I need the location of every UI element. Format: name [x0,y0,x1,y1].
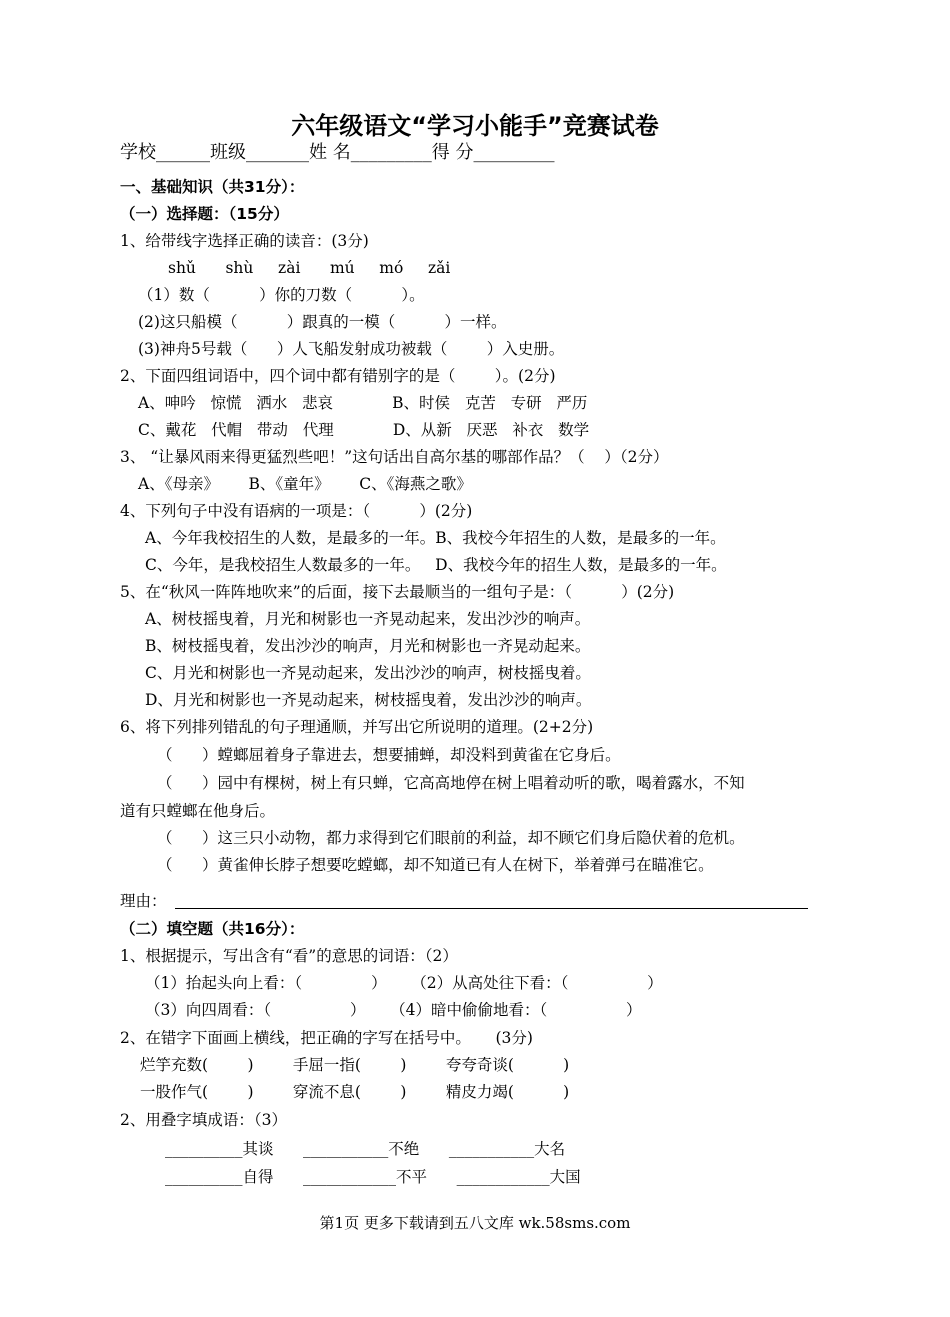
fill-row: 烂竽充数( ) 手屈一指( ) 夸夸奇谈( ) [140,1056,570,1074]
question-stem: 4、下列句子中没有语病的一项是：（ ）(2分) [120,502,473,520]
page-title: 六年级语文“学习小能手”竞赛试卷 [291,112,659,140]
fill-row: （3）向四周看：（ ） （4）暗中偷偷地看：（ ） [145,1001,642,1019]
option-row: C、戴花 代帽 带动 代理 D、从新 厌恶 补衣 数学 [138,421,590,439]
sentence-line: 道有只螳螂在他身后。 [120,802,276,820]
subsection-heading: （一）选择题：（15分） [120,205,289,223]
question-line: (3)神舟5号载（ ）人飞船发射成功被载（ ）入史册。 [138,340,565,358]
fill-row: （1）抬起头向上看：（ ） （2）从高处往下看：（ ） [145,974,663,992]
section-heading: 一、基础知识（共31分）： [120,178,305,196]
option-row: C、月光和树影也一齐晃动起来，发出沙沙的响声，树枝摇曳着。 [145,664,591,682]
question-stem: 2、下面四组词语中，四个词中都有错别字的是（ ）。(2分) [120,367,556,385]
option-row: A、《母亲》 B、《童年》 C、《海燕之歌》 [138,475,472,493]
sentence-line: （ ）螳螂屈着身子靠进去，想要捕蝉，却没料到黄雀在它身后。 [157,746,621,764]
option-row: B、树枝摇曳着，发出沙沙的响声，月光和树影也一齐晃动起来。 [145,637,591,655]
option-row: A、今年我校招生的人数，是最多的一年。B、我校今年招生的人数，是最多的一年。 [145,529,726,547]
question-stem: 1、根据提示，写出含有“看”的意思的词语：（2） [120,947,458,965]
page-footer: 第1页 更多下载请到五八文库 wk.58sms.com [319,1214,631,1232]
question-stem: 2、在错字下面画上横线，把正确的字写在括号中。 (3分) [120,1029,533,1047]
answer-rule [175,908,808,909]
reason-label: 理由： [120,892,167,910]
option-row: C、今年，是我校招生人数最多的一年。 D、我校今年的招生人数，是最多的一年。 [145,556,727,574]
sentence-line: （ ）这三只小动物，都力求得到它们眼前的利益，却不顾它们身后隐伏着的危机。 [157,829,745,847]
question-line: （1）数（ ）你的刀数（ ）。 [138,286,425,304]
option-row: D、月光和树影也一齐晃动起来，树枝摇曳着，发出沙沙的响声。 [145,691,592,709]
option-row: A、树枝摇曳着，月光和树影也一齐晃动起来，发出沙沙的响声。 [145,610,591,628]
student-info-line: 学校______班级_______姓 名_________得 分_________ [120,142,555,163]
pinyin-row: shǔ shù zài mú mó zǎi [168,259,451,277]
question-stem: 2、用叠字填成语：（3） [120,1111,287,1129]
fill-row: 一股作气( ) 穿流不息( ) 精皮力竭( ) [140,1083,570,1101]
sentence-line: （ ）黄雀伸长脖子想要吃螳螂，却不知道已有人在树下，举着弹弓在瞄准它。 [157,856,714,874]
fill-row: __________自得 ____________不平 ____________大国 [165,1168,581,1186]
subsection-heading: （二）填空题（共16分）： [120,920,305,938]
question-stem: 6、将下列排列错乱的句子理通顺，并写出它所说明的道理。(2+2分) [120,718,594,736]
question-stem: 5、在“秋风一阵阵地吹来”的后面，接下去最顺当的一组句子是：（ ）(2分) [120,583,675,601]
question-line: (2)这只船模（ ）跟真的一模（ ）一样。 [138,313,507,331]
fill-row: __________其谈 ___________不绝 ___________大名 [165,1140,566,1158]
sentence-line: （ ）园中有棵树，树上有只蝉，它高高地停在树上唱着动听的歌，喝着露水，不知 [157,774,745,792]
question-stem: 3、 “让暴风雨来得更猛烈些吧！”这句话出自高尔基的哪部作品？（ ）（2分） [120,448,669,466]
option-row: A、呻吟 惊慌 洒水 悲哀 B、时侯 克苦 专研 严历 [138,394,588,412]
question-stem: 1、给带线字选择正确的读音：(3分) [120,232,369,250]
